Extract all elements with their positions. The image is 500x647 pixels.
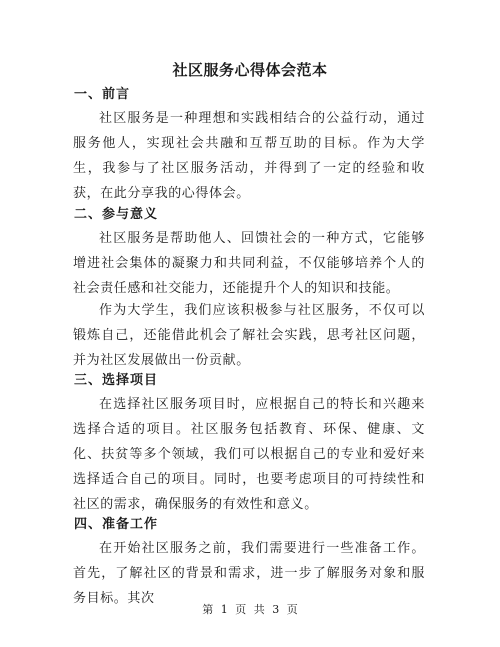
section-heading-preface: 一、前言 xyxy=(74,87,131,102)
paragraph-significance-1: 社区服务是帮助他人、回馈社会的一种方式，它能够增进社会集体的凝聚力和共同利益，不仅能够培养个人的社会责任感和社交能力，还能提升个人的知识和技能。 xyxy=(73,231,425,296)
section-heading-preparation: 四、准备工作 xyxy=(74,517,159,532)
paragraph-selection: 在选择社区服务项目时，应根据自己的特长和兴趣来选择合适的项目。社区服务包括教育、环保、健康、文化、扶贫等多个领域，我们可以根据自己的专业和爱好来选择适合自己的项目。同时，也要考虑项目的可持续性和社区的需求，确保服务的有效性和意义。 xyxy=(73,397,425,512)
page-footer: 第 1 页 共 3 页 xyxy=(202,603,298,616)
document-title: 社区服务心得体会范本 xyxy=(172,61,328,79)
section-heading-significance: 二、参与意义 xyxy=(74,207,159,222)
paragraph-preparation: 在开始社区服务之前，我们需要进行一些准备工作。首先，了解社区的背景和需求，进一步了解服务对象和服务目标。其次 xyxy=(73,541,425,606)
paragraph-significance-2: 作为大学生，我们应该积极参与社区服务，不仅可以锻炼自己，还能借此机会了解社会实践，思考社区问题，并为社区发展做出一份贡献。 xyxy=(73,303,425,368)
section-heading-selection: 三、选择项目 xyxy=(74,373,159,388)
paragraph-preface: 社区服务是一种理想和实践相结合的公益行动，通过服务他人，实现社会共融和互帮互助的目标。作为大学生，我参与了社区服务活动，并得到了一定的经验和收获，在此分享我的心得体会。 xyxy=(73,111,425,201)
